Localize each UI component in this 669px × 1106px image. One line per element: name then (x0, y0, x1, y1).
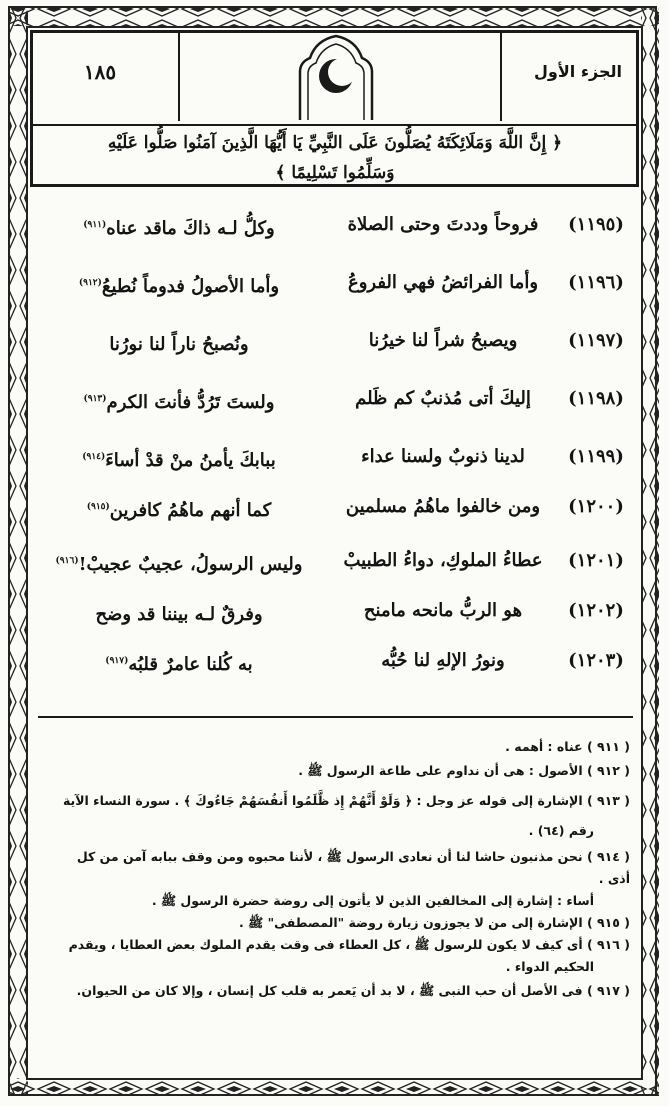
poem-line (36, 487, 636, 527)
poem-line (36, 591, 636, 631)
page-number: ١٨٥ (83, 60, 117, 84)
second-hemistich (44, 379, 314, 423)
first-hemistich: ونورُ الإلهِ لنا حُبُّه (381, 650, 505, 671)
crescent-emblem-icon (290, 32, 382, 124)
hemistich-text: وفرقٌ لـه بيننا قد وضح (95, 604, 263, 625)
first-hemistich: وأما الفرائضُ فهي الفروعُ (347, 272, 539, 293)
part-label: الجزء الأول (534, 62, 622, 81)
second-hemistich (44, 541, 314, 585)
footnote-marker: (٩١٥) (86, 502, 110, 512)
poem-line (36, 263, 636, 303)
hemistich-text: وليس الرسولُ، عجيبٌ عجيبْ! (78, 554, 303, 575)
poem-line (36, 205, 636, 245)
poem-line (36, 641, 636, 681)
hemistich-text: ببابكَ يأمنُ منْ قدْ أساءَ (105, 450, 276, 471)
footnote-marker: (٩١٦) (55, 556, 79, 566)
footnote-continuation: الحكيم الدواء . (505, 959, 594, 974)
footnote-continuation: أساء : إشارة إلى المخالفين الذين لا يأتون إلى روضة حضرة الرسول ﷺ . (151, 893, 594, 908)
first-hemistich: لدينا ذنوبٌ ولسنا عداء (361, 446, 525, 467)
line-number: (١٢٠٠) (568, 496, 624, 517)
line-number: (١٢٠٢) (568, 600, 624, 621)
second-hemistich (44, 641, 314, 685)
hemistich-text: كما أنهم ماهُمُ كافرين (109, 500, 272, 521)
footnote-marker: (٩١١) (83, 220, 107, 230)
footnote-marker: (٩١٣) (83, 394, 107, 404)
poem-line (36, 379, 636, 419)
second-hemistich (44, 487, 314, 531)
first-hemistich: عطاءُ الملوكِ، دواءُ الطبيبْ (343, 550, 543, 571)
footnote: ( ٩١٥ ) الإشارة إلى من لا يجوزون زيارة روضة "المصطفى" ﷺ . (239, 915, 630, 930)
second-hemistich (44, 205, 314, 249)
footnote: ( ٩١٦ ) أى كيف لا يكون للرسول ﷺ ، كل العطاء فى وقت يقدم الملوك بعض العطايا ، ويقدم (68, 937, 630, 952)
footnote-marker: (٩١٧) (105, 656, 129, 666)
footnotes-divider (38, 716, 633, 718)
line-number: (١١٩٦) (568, 272, 624, 293)
line-number: (١١٩٩) (568, 446, 624, 467)
hemistich-text: وأما الأصولُ فدوماً نُطيعُ (101, 276, 280, 297)
first-hemistich: فروحاً وددتَ وحتى الصلاة (347, 214, 539, 235)
poem-line (36, 541, 636, 581)
line-number: (١١٩٥) (568, 214, 624, 235)
footnote: ( ٩١٧ ) فى الأصل أن حب النبى ﷺ ، لا بد أن يَعمر به قلب كل إنسان ، وإلا كان من الحيوان. (76, 983, 630, 998)
second-hemistich (44, 321, 314, 365)
quran-verse-banner: ﴿ إِنَّ اللَّهَ وَمَلَائِكَتَهُ يُصَلُّونَ عَلَى النَّبِيِّ يَا أَيُّهَا الَّذِينَ آمَنُوا صَلُّوا عَلَيْهِ وَسَلِّمُوا تَسْلِيمًا ﴾ (107, 133, 563, 183)
footnote-continuation: أذى . (598, 871, 630, 886)
poem-line (36, 437, 636, 477)
header-separator-left (178, 33, 180, 121)
second-hemistich (44, 591, 314, 635)
footnote-continuation: رقم (٦٤) . (528, 823, 594, 838)
hemistich-text: ونُصبحُ ناراً لنا نورُنا (109, 334, 249, 355)
footnote: ( ٩١٤ ) نحن مذنبون حاشا لنا أن نعادى الرسول ﷺ ، لأننا محبوه ومن وقف ببابه آمن من كل (76, 849, 630, 864)
first-hemistich: هو الربُّ مانحه مامنح (363, 600, 523, 621)
footnote: ( ٩١٣ ) الإشارة إلى قوله عز وجل : ﴿ وَلَوْ أَنَّهُمْ إِذ ظَّلَمُوا أَنفُسَهُمْ جَاءُوكَ ﴾ . سورة النساء الآية (62, 793, 630, 808)
line-number: (١٢٠٣) (568, 650, 624, 671)
header-separator-right (500, 33, 502, 121)
footnote: ( ٩١١ ) عناه : أهمه . (505, 739, 630, 754)
line-number: (١١٩٨) (568, 388, 624, 409)
line-number: (١٢٠١) (568, 550, 624, 571)
hemistich-text: به كُلنا عامرٌ قلبُه (128, 654, 253, 675)
line-number: (١١٩٧) (568, 330, 624, 351)
footnote-marker: (٩١٤) (82, 452, 106, 462)
footnote-marker: (٩١٢) (78, 278, 102, 288)
footnote: ( ٩١٢ ) الأصول : هى أن نداوم على طاعة الرسول ﷺ . (298, 763, 630, 778)
hemistich-text: وكلُّ لـه ذاكَ ماقد عناه (106, 218, 275, 239)
first-hemistich: ومن خالفوا ماهُمُ مسلمين (345, 496, 541, 517)
first-hemistich: ويصبحُ شراً لنا خيرُنا (368, 330, 518, 351)
first-hemistich: إليكَ أتى مُذنبٌ كم ظَلم (355, 388, 531, 409)
header-divider (33, 124, 636, 126)
second-hemistich (44, 437, 314, 481)
poem-line (36, 321, 636, 361)
hemistich-text: ولستَ تَرُدُّ فأنتَ الكرم (106, 392, 275, 413)
second-hemistich (44, 263, 314, 307)
